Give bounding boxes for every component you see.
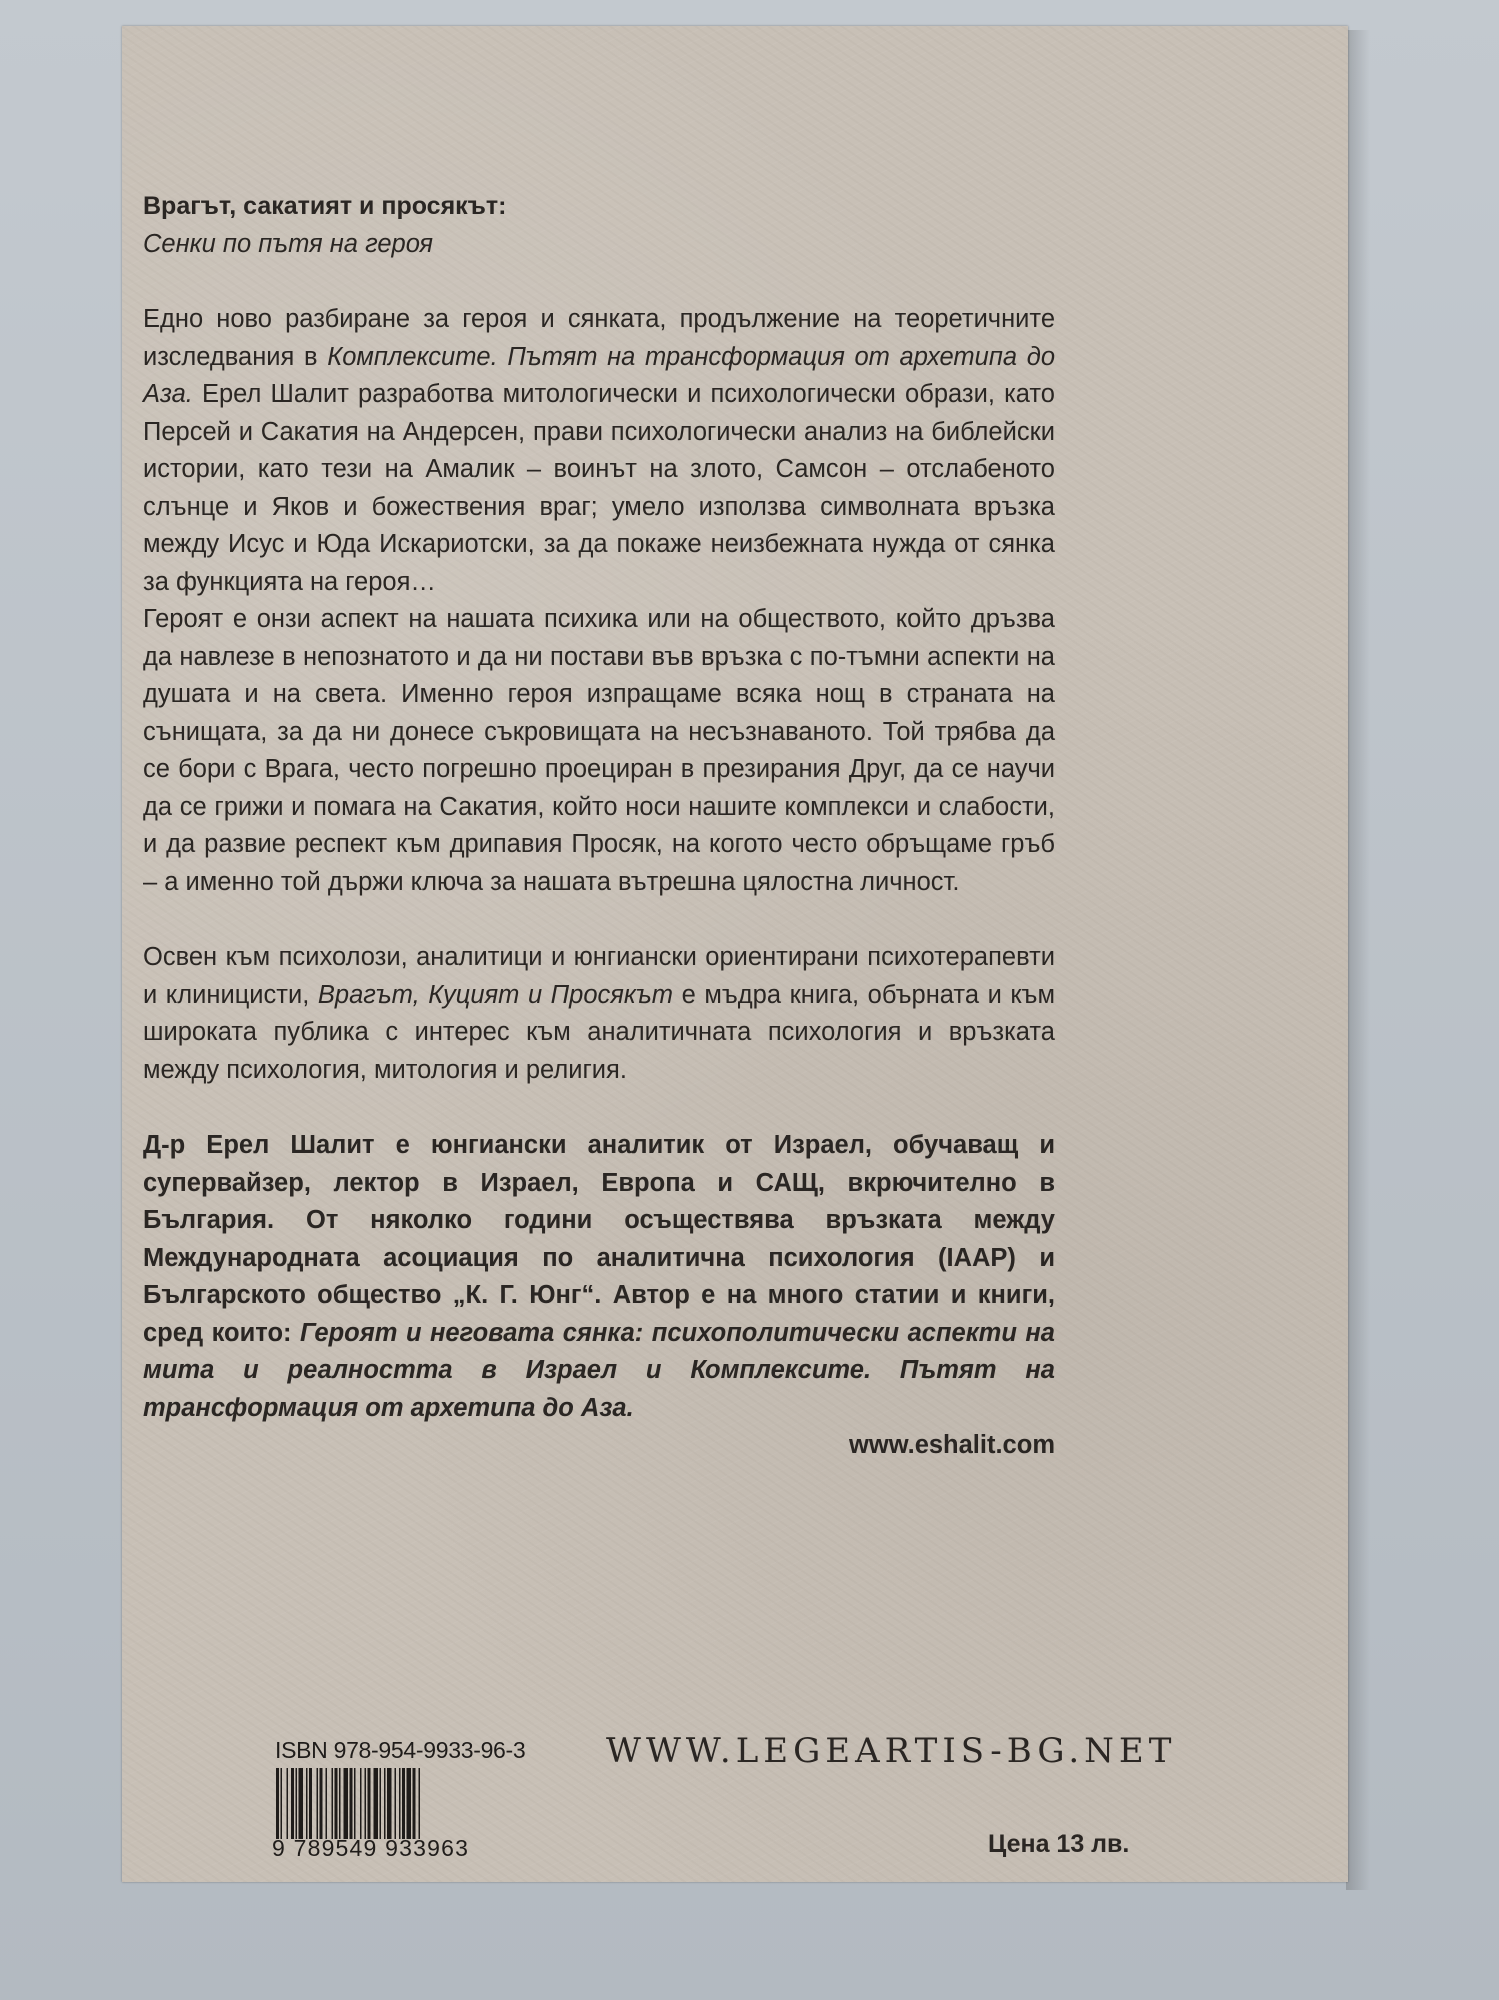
barcode-bar xyxy=(374,1768,379,1839)
barcode-bar xyxy=(276,1768,279,1839)
barcode-bar xyxy=(354,1768,356,1839)
para3-italic: Врагът, Куцият и Просякът xyxy=(317,980,674,1009)
para1-rest: Ерел Шалит разработва митологически и психологически образи, като Персей и Сакатия на Андерсен, прави психологически анализ на библейски истории, като тези на Амалик – воинът на злото, Самсон – отслабеното слънце и Яков и божествения враг; умело използва символната връзка между Исус и Юда Искариотски, за да покаже неизбежната нужда от сянка за функцията на героя… xyxy=(143,380,1055,596)
para3-rest: е мъдра книга, обърната и към широката публика с интерес към аналитичната психология и връзката между психология, митология и религия. xyxy=(143,980,1055,1084)
barcode-bar xyxy=(402,1768,405,1839)
bio-italic: Героят и неговата сянка: психополитически аспекти на мита и реалността в Израел и Комплексите. Пътят на трансформация от архетипа до Аза. xyxy=(143,1318,1055,1422)
barcode-bar xyxy=(332,1768,334,1839)
barcode-bar xyxy=(350,1768,353,1839)
barcode-bar xyxy=(344,1768,349,1839)
barcode-bar xyxy=(335,1768,338,1839)
barcode-bar xyxy=(387,1768,392,1839)
barcode-bar xyxy=(407,1768,412,1839)
description-paragraph-3 xyxy=(143,939,1055,1089)
para3-start: Освен към психолози, аналитици и юнгиански ориентирани психотерапевти и клиницисти, xyxy=(143,943,1055,1009)
cover-text xyxy=(143,188,1055,1465)
barcode-bar xyxy=(399,1768,401,1839)
isbn-label: ISBN 978-954-9933-96-3 xyxy=(275,1737,526,1763)
barcode-bar xyxy=(306,1768,308,1839)
barcode-bar xyxy=(395,1768,397,1839)
barcode-bar xyxy=(299,1768,304,1839)
barcode-bar xyxy=(296,1768,298,1839)
barcode-bar xyxy=(291,1768,294,1839)
barcode-bar xyxy=(281,1768,283,1839)
barcode-bar xyxy=(419,1768,421,1839)
author-website: www.eshalit.com xyxy=(849,1431,1055,1459)
barcode xyxy=(274,1768,534,1839)
description-paragraph-1 xyxy=(143,301,1055,601)
cover-shadow xyxy=(1346,30,1370,1890)
barcode-bar xyxy=(360,1768,362,1839)
author-bio xyxy=(143,1127,1055,1427)
barcode-bar xyxy=(384,1768,386,1839)
barcode-bar xyxy=(413,1768,416,1839)
description-paragraph-2: Героят е онзи аспект на нашата психика или на обществото, който дръзва да навлезе в непознатото и да ни постави във връзка с по-тъмни аспекти на душата и на света. Именно героя изпращаме всяка нощ в страната на сънищата, за да ни донесе съкровищата на несъзнаваното. Той трябва да се бори с Врага, често погрешно проециран в презирания Друг, да се научи да се грижи и помага на Сакатия, който носи нашите комплекси и слабости, и да развие респект към дрипавия Просяк, на когото често обръщаме гръб – а именно той държи ключа за нашата вътрешна цялостна личност. xyxy=(143,605,1055,896)
barcode-bar xyxy=(320,1768,323,1839)
barcode-bar xyxy=(380,1768,382,1839)
barcode-bar xyxy=(326,1768,328,1839)
price-label: Цена 13 лв. xyxy=(988,1830,1130,1858)
barcode-bar xyxy=(317,1768,319,1839)
barcode-bar xyxy=(365,1768,367,1839)
barcode-digits: 9 789549 933963 xyxy=(272,1835,470,1861)
barcode-bar xyxy=(287,1768,289,1839)
barcode-bar xyxy=(339,1768,341,1839)
para1-start: Едно ново разбиране за героя и сянката, продължение на теоретичните изследвания в xyxy=(143,305,1055,371)
bio-start: Д-р Ерел Шалит е юнгиански аналитик от Израел, обучаващ и супервайзер, лектор в Израел, Европа и САЩ, вкрючително в България. От няколко години осъществява връзката между Международната асоциация по аналитична психология (IAAP) и Българското общество „К. Г. Юнг“. Автор е на много статии и книги, сред които: xyxy=(143,1131,1055,1347)
barcode-bar xyxy=(368,1768,371,1839)
publisher-website: WWW.LEGEARTIS-BG.NET xyxy=(606,1731,1177,1771)
book-subtitle: Сенки по пътя на героя xyxy=(143,229,433,258)
book-title: Врагът, сакатият и просякът: xyxy=(143,192,507,220)
para1-italic: Комплексите. Пътят на трансформация от архетипа до Аза. xyxy=(143,342,1055,408)
barcode-bar xyxy=(309,1768,312,1839)
